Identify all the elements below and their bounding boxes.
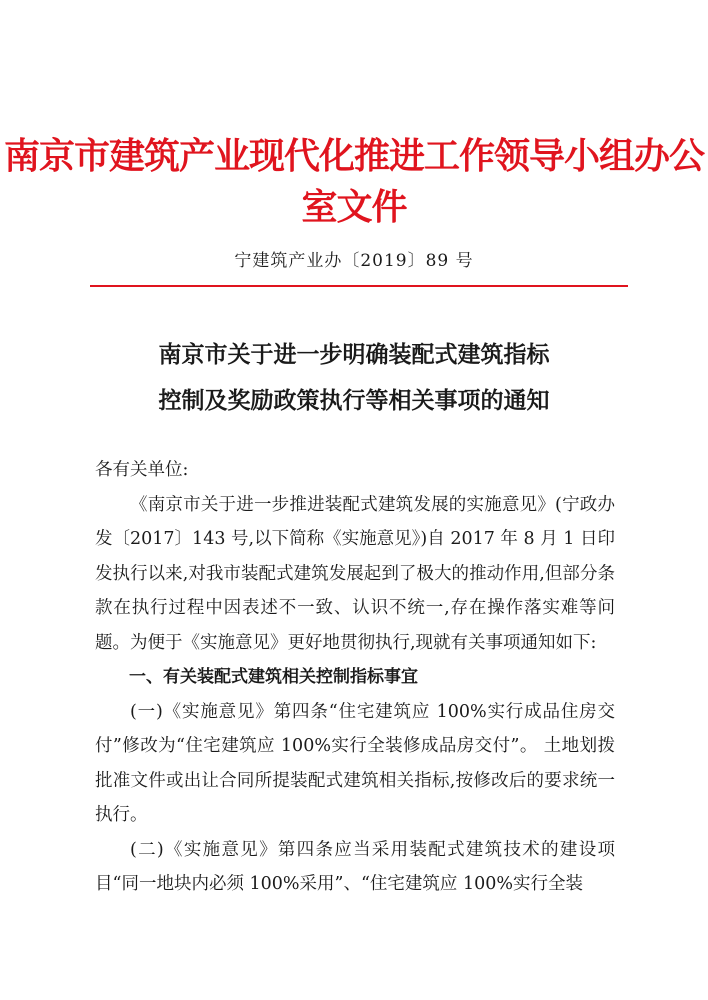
notice-body [95, 453, 615, 902]
document-number: 宁建筑产业办〔2019〕89 号 [234, 251, 474, 271]
issuing-office-title: 南京市建筑产业现代化推进工作领导小组办公室文件 [3, 135, 704, 228]
red-divider-line [90, 285, 628, 287]
notice-title [0, 332, 708, 424]
paragraph-item-2: (二)《实施意见》第四条应当采用装配式建筑技术的建设项目“同一地块内必须 100%采用”、“住宅建筑应 100%实行全装 [95, 839, 615, 894]
notice-title-line-2: 控制及奖励政策执行等相关事项的通知 [158, 387, 550, 414]
paragraph-intro: 《南京市关于进一步推进装配式建筑发展的实施意见》(宁政办发〔2017〕143 号,以下简称《实施意见》)自 2017 年 8 月 1 日印发执行以来,对我市装配式建筑发展起到了极大的推动作用,但部分条款在执行过程中因表述不一致、认识不统一,存在操作落实难等问题。为便于《实施意见》更好地贯彻执行,现就有关事项通知如下: [95, 494, 615, 653]
section-heading-1: 一、有关装配式建筑相关控制指标事宜 [129, 667, 418, 687]
paragraph-item-1: (一)《实施意见》第四条“住宅建筑应 100%实行成品住房交付”修改为“住宅建筑应 100%实行全装修成品房交付”。 土地划拨批准文件或出让合同所提装配式建筑相关指标,按修改后的要求统一执行。 [95, 701, 615, 825]
notice-title-line-1: 南京市关于进一步明确装配式建筑指标 [158, 341, 550, 368]
salutation: 各有关单位: [95, 460, 189, 480]
